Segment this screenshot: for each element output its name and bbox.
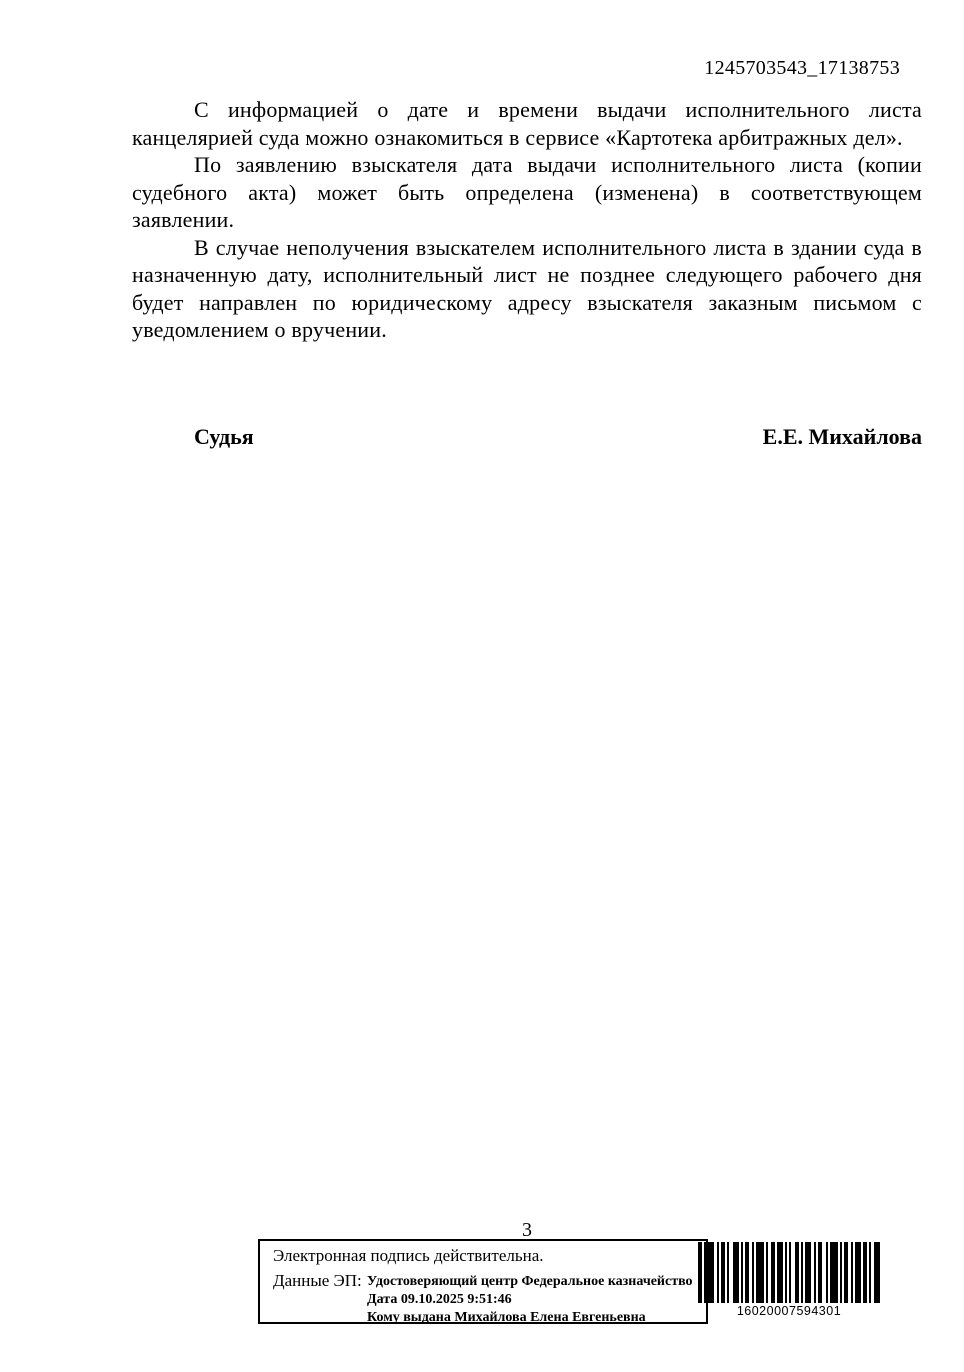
esign-detail-line: Кому выдана Михайлова Елена Евгеньевна [367,1310,646,1325]
esign-details [367,1273,693,1327]
body-paragraph: С информацией о дате и времени выдачи исполнительного листа канцелярией суда можно ознакомиться в сервисе «Картотека арбитражных дел». [132,97,922,150]
judge-name: Е.Е. Михайлова [762,424,922,449]
esign-data-row [273,1271,706,1327]
esign-stamp [258,1239,708,1324]
document-body [132,96,922,344]
esign-detail-line: Удостоверяющий центр Федеральное казначейство [367,1274,693,1289]
barcode-value: 16020007594301 [736,1304,842,1318]
barcode-bars [698,1242,880,1303]
esign-detail-line: Дата 09.10.2025 9:51:46 [367,1292,512,1307]
page-number: 3 [522,1219,532,1241]
judge-title: Судья [194,424,254,449]
body-paragraph: По заявлению взыскателя дата выдачи исполнительного листа (копии судебного акта) может быть определена (изменена) в соответствующем заявлении. [132,152,922,232]
barcode [698,1242,880,1318]
document-id: 1245703543_17138753 [704,57,900,79]
signature-row [132,424,922,450]
esign-data-label: Данные ЭП: [273,1271,362,1290]
esign-validity-text: Электронная подпись действительна. [273,1246,544,1265]
body-paragraph: В случае неполучения взыскателем исполнительного листа в здании суда в назначенную дату, исполнительный лист не позднее следующего рабочего дня будет направлен по юридическому адресу взыскателя заказным письмом с уведомлением о вручении. [132,234,922,342]
